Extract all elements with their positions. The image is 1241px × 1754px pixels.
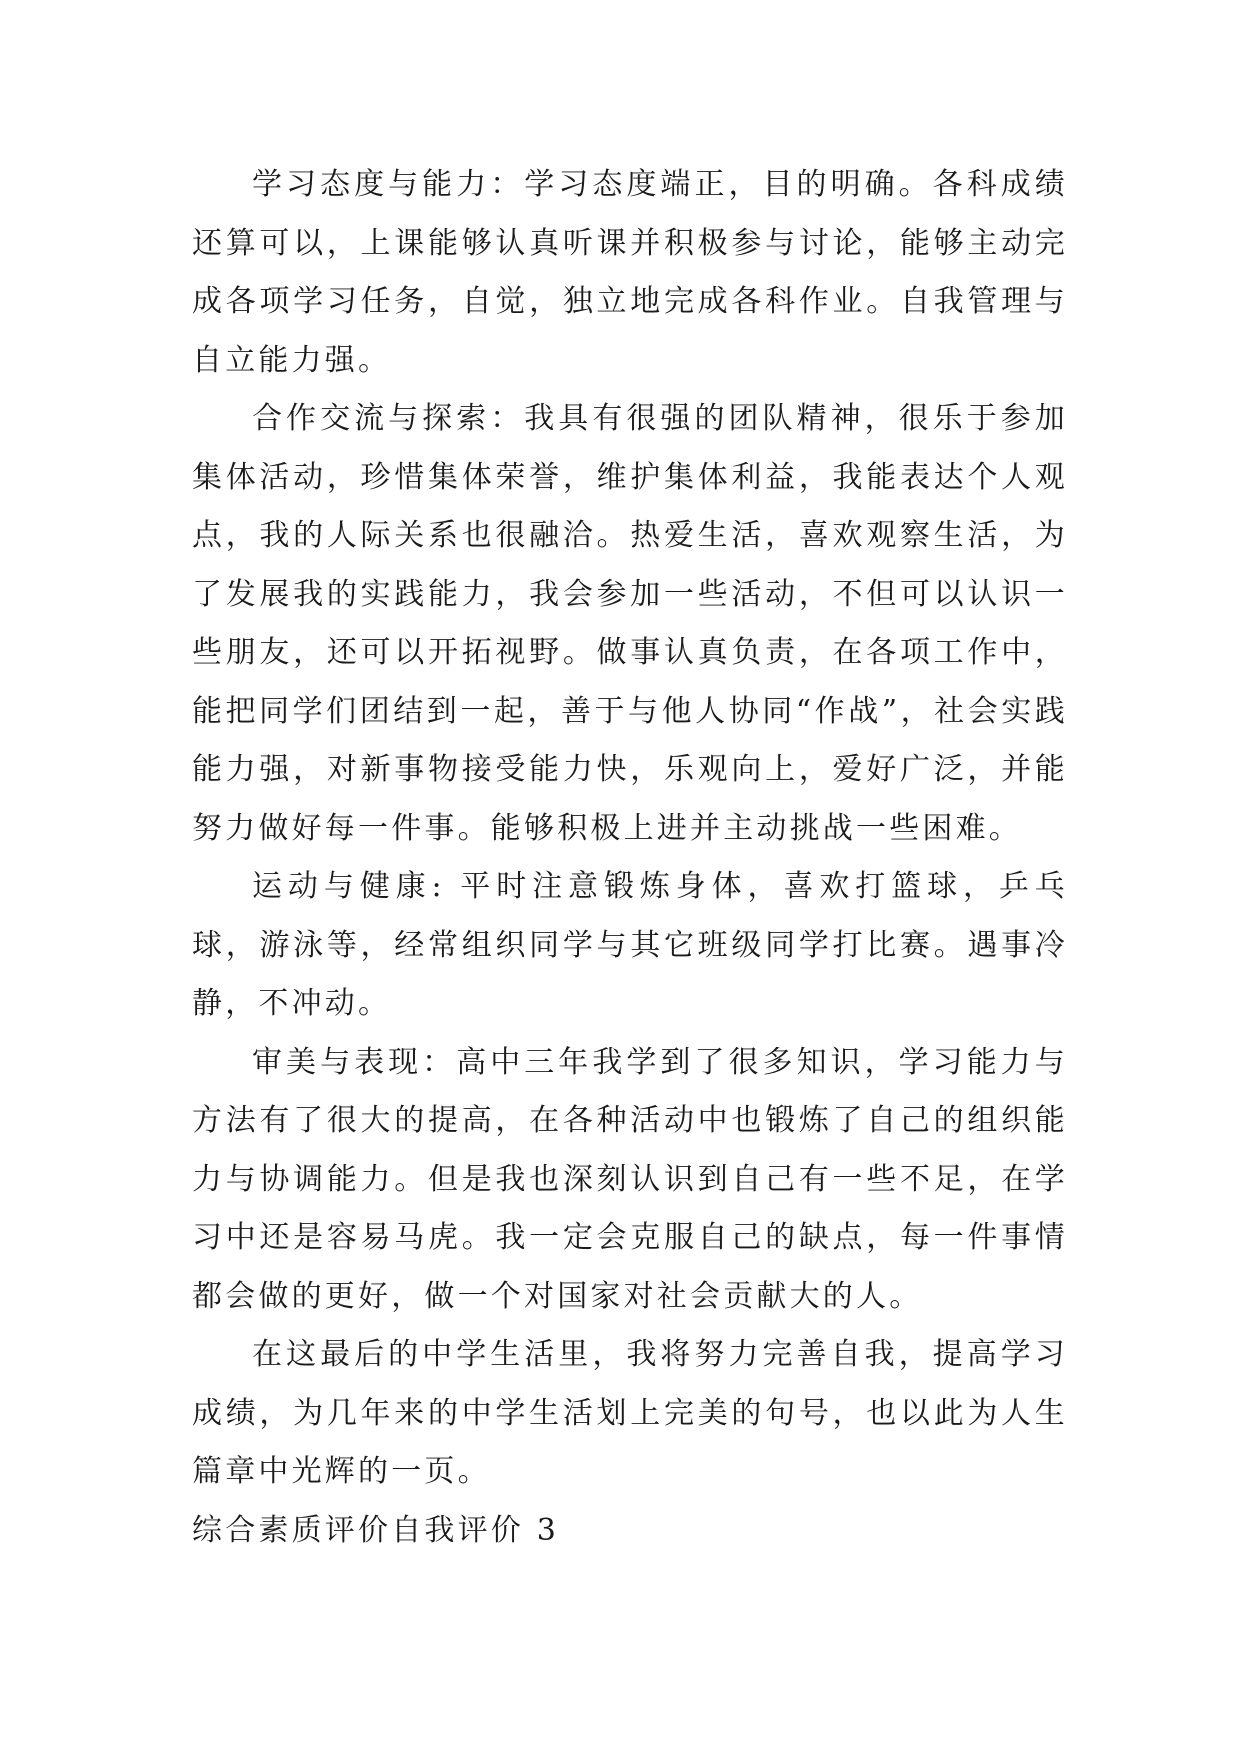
section-heading: 综合素质评价自我评价 3 <box>192 1512 560 1548</box>
paragraph-sports-health: 运动与健康: 平时注意锻炼身体，喜欢打篮球，乒乓球，游泳等，经常组织同学与其它班级同学打比赛。遇事冷静，不冲动。 <box>192 869 1068 1021</box>
document-body <box>192 156 1068 1560</box>
paragraph-conclusion: 在这最后的中学生活里，我将努力完善自我，提高学习成绩，为几年来的中学生活划上完美的句号，也以此为人生篇章中光辉的一页。 <box>192 1337 1068 1489</box>
paragraph-cooperation: 合作交流与探索：我具有很强的团队精神，很乐于参加集体活动，珍惜集体荣誉，维护集体利益，我能表达个人观点，我的人际关系也很融洽。热爱生活，喜欢观察生活，为了发展我的实践能力，我会参加一些活动，不但可以认识一些朋友，还可以开拓视野。做事认真负责，在各项工作中，能把同学们团结到一起，善于与他人协同“作战”，社会实践能力强，对新事物接受能力快，乐观向上，爱好广泛，并能努力做好每一件事。能够积极上进并主动挑战一些困难。 <box>192 401 1068 846</box>
paragraph-aesthetics: 审美与表现：高中三年我学到了很多知识，学习能力与方法有了很大的提高，在各种活动中也锻炼了自己的组织能力与协调能力。但是我也深刻认识到自己有一些不足，在学习中还是容易马虎。我一定会克服自己的缺点，每一件事情都会做的更好，做一个对国家对社会贡献大的人。 <box>192 1044 1068 1314</box>
paragraph-study-attitude: 学习态度与能力：学习态度端正，目的明确。各科成绩还算可以，上课能够认真听课并积极参与讨论，能够主动完成各项学习任务，自觉，独立地完成各科作业。自我管理与自立能力强。 <box>192 167 1068 378</box>
